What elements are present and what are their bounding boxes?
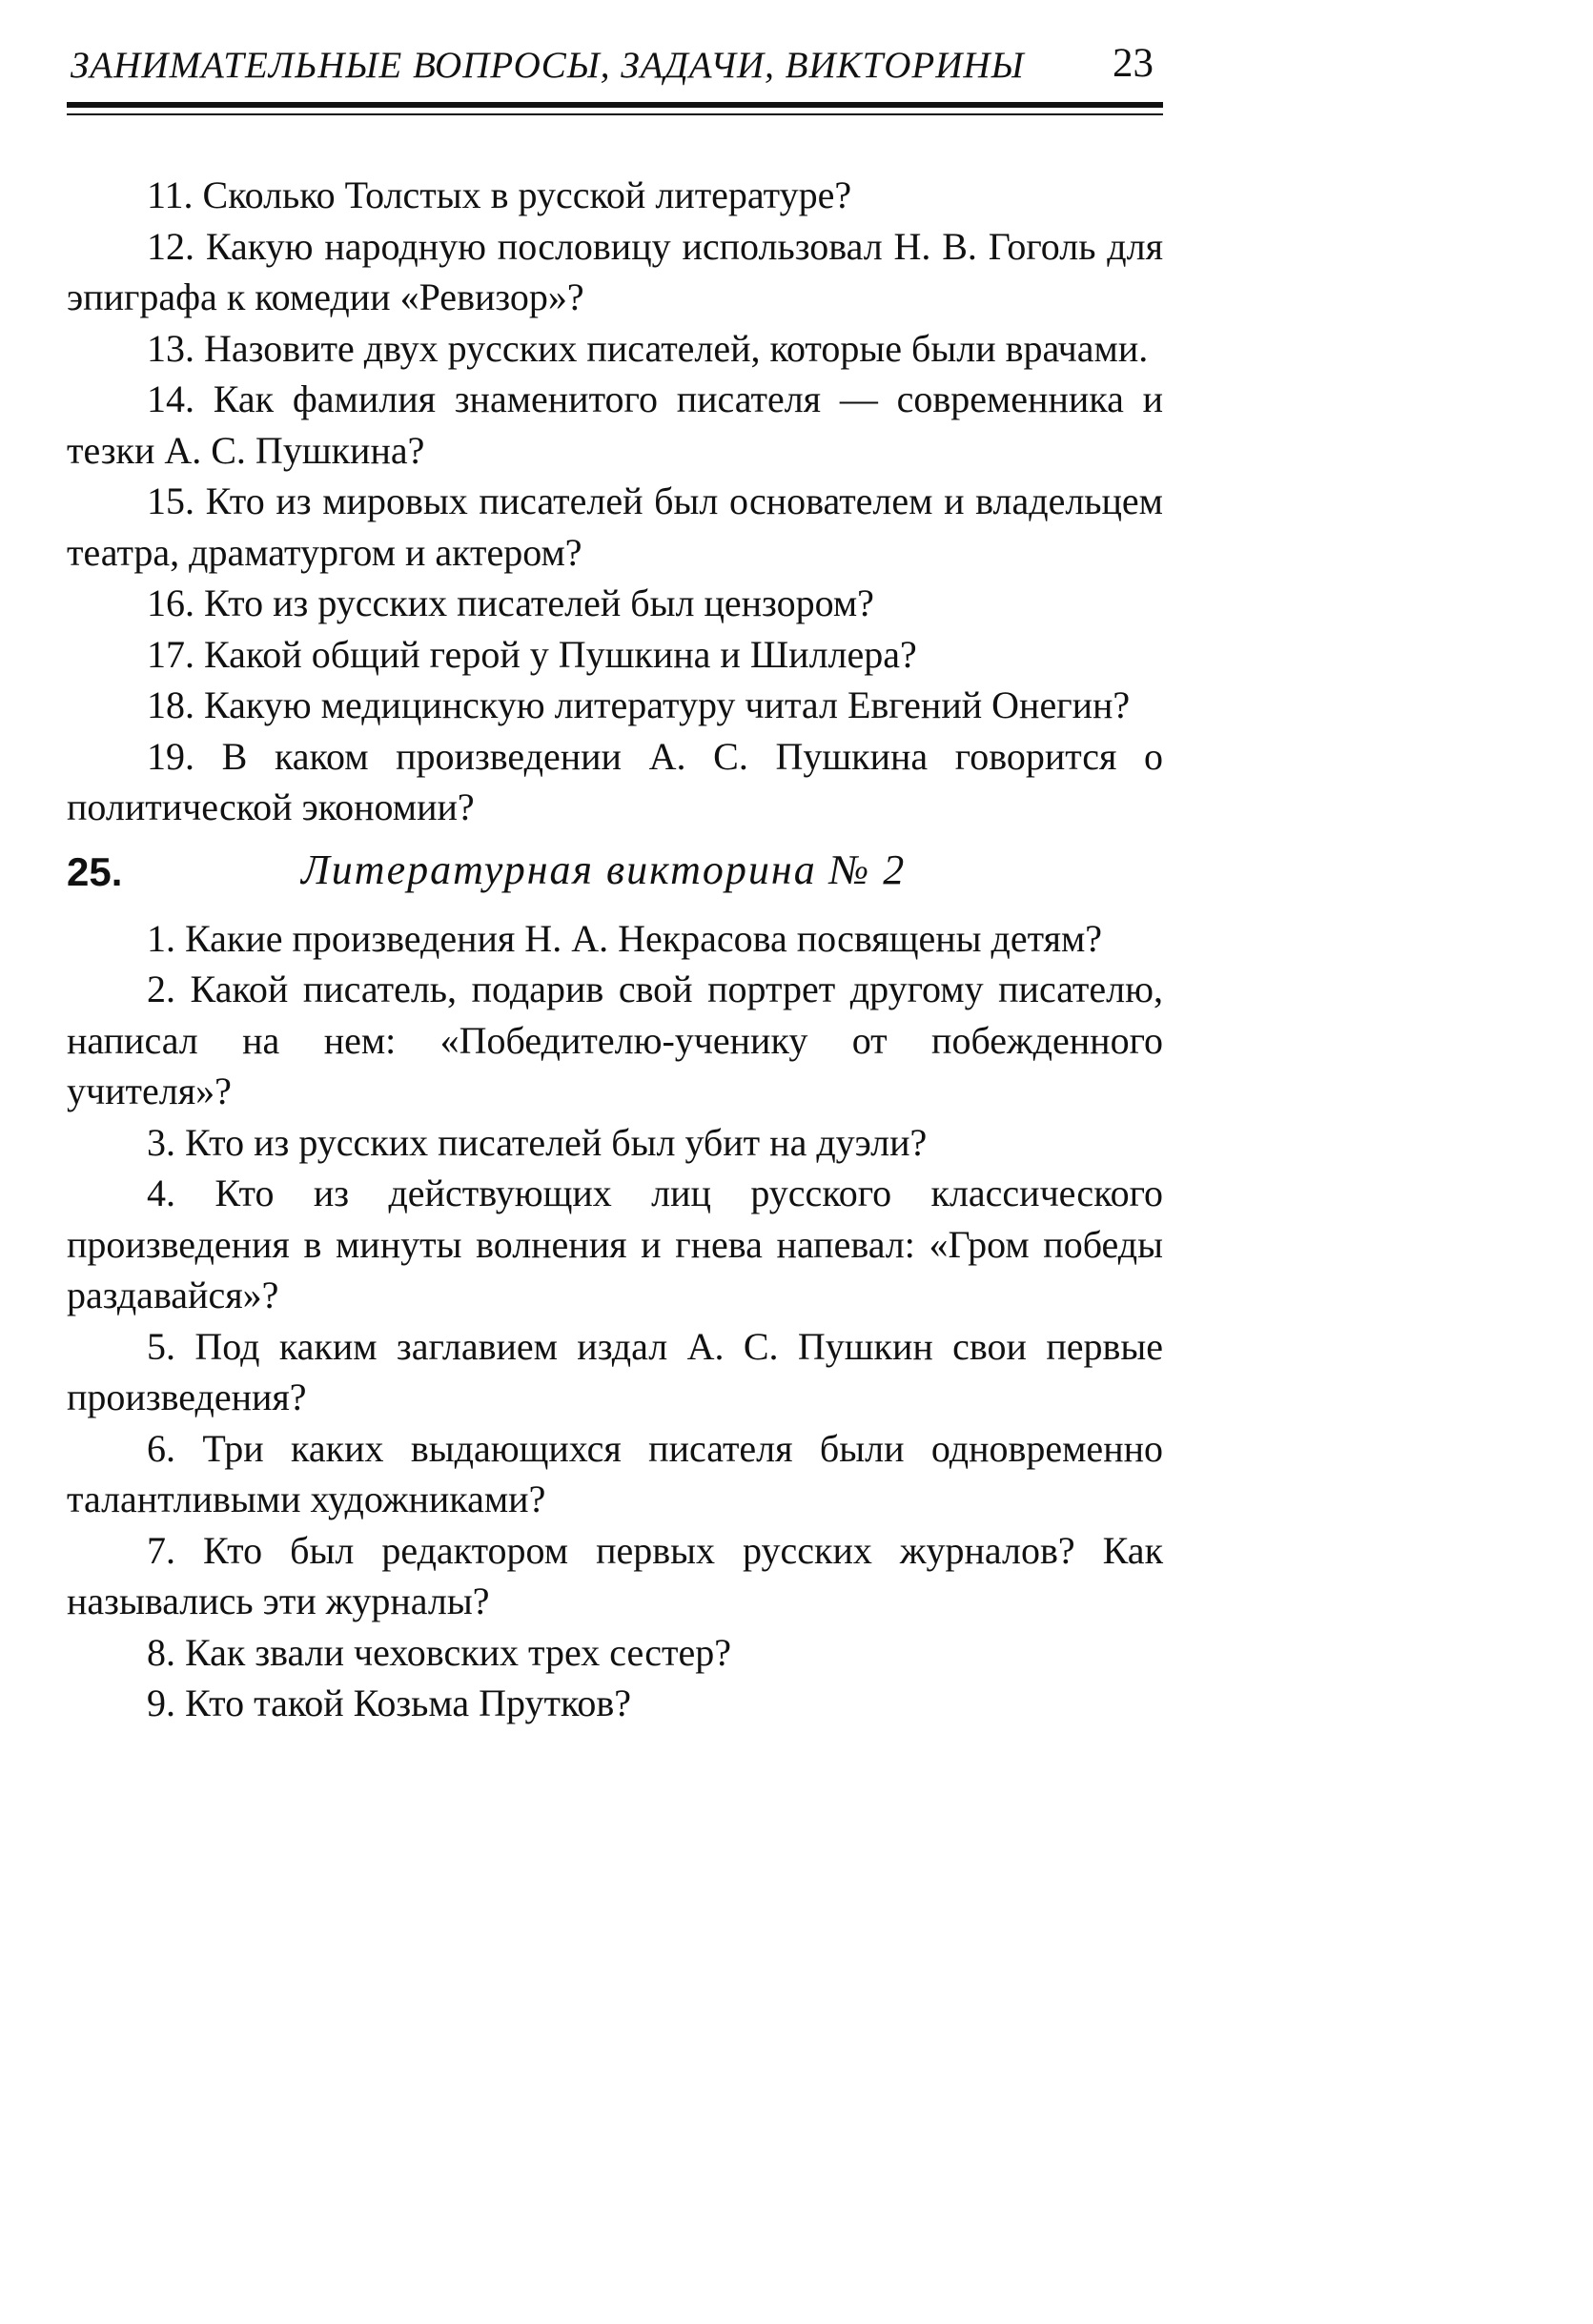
running-header bbox=[67, 36, 1163, 93]
running-title: ЗАНИМАТЕЛЬНЫЕ ВОПРОСЫ, ЗАДАЧИ, ВИКТОРИНЫ bbox=[71, 45, 1025, 86]
question-item: 19. В каком произведении А. С. Пушкина говорится о политической экономии? bbox=[67, 734, 1163, 828]
question-item: 11. Сколько Толстых в русской литературе? bbox=[147, 173, 852, 216]
question-item: 18. Какую медицинскую литературу читал Евгений Онегин? bbox=[147, 683, 1131, 726]
question-item: 9. Кто такой Козьма Прутков? bbox=[147, 1682, 632, 1724]
question-item: 12. Какую народную пословицу использовал Н. В. Гоголь для эпиграфа к комедии «Ревизор»? bbox=[67, 224, 1163, 318]
question-item: 5. Под каким заглавием издал А. С. Пушкин свои первые произведения? bbox=[67, 1324, 1163, 1418]
book-page bbox=[67, 36, 1163, 1724]
question-item: 3. Кто из русских писателей был убит на дуэли? bbox=[147, 1120, 928, 1164]
header-rule-thin bbox=[67, 113, 1163, 115]
question-item: 16. Кто из русских писателей был цензором? bbox=[147, 581, 874, 624]
question-item: 1. Какие произведения Н. А. Некрасова посвящены детям? bbox=[147, 916, 1103, 960]
question-item: 14. Как фамилия знаменитого писателя — современника и тезки А. С. Пушкина? bbox=[67, 377, 1163, 472]
question-item: 8. Как звали чеховских трех сестер? bbox=[147, 1630, 731, 1674]
page-body bbox=[67, 170, 1163, 1729]
question-item: 6. Три каких выдающихся писателя были одновременно талантливыми художниками? bbox=[67, 1426, 1163, 1520]
question-item: 13. Назовите двух русских писателей, которые были врачами. bbox=[147, 326, 1149, 370]
question-item: 4. Кто из действующих лиц русского классического произведения в минуты волнения и гнева напевал: «Гром победы раздавайся»? bbox=[67, 1172, 1163, 1316]
section-number: 25. bbox=[67, 848, 123, 894]
question-item: 15. Кто из мировых писателей был основателем и владельцем театра, драматургом и актером? bbox=[67, 479, 1163, 574]
question-item: 17. Какой общий герой у Пушкина и Шиллера? bbox=[147, 632, 917, 676]
page-number: 23 bbox=[1113, 41, 1154, 86]
header-rule-thick bbox=[67, 102, 1163, 108]
section-heading bbox=[67, 843, 1163, 906]
question-item: 7. Кто был редактором первых русских журналов? Как назывались эти журналы? bbox=[67, 1528, 1163, 1622]
question-item: 2. Какой писатель, подарив свой портрет другому писателю, написал на нем: «Победителю-ученику от побежденного учителя»? bbox=[67, 968, 1163, 1112]
section-title: Литературная викторина № 2 bbox=[301, 846, 907, 893]
